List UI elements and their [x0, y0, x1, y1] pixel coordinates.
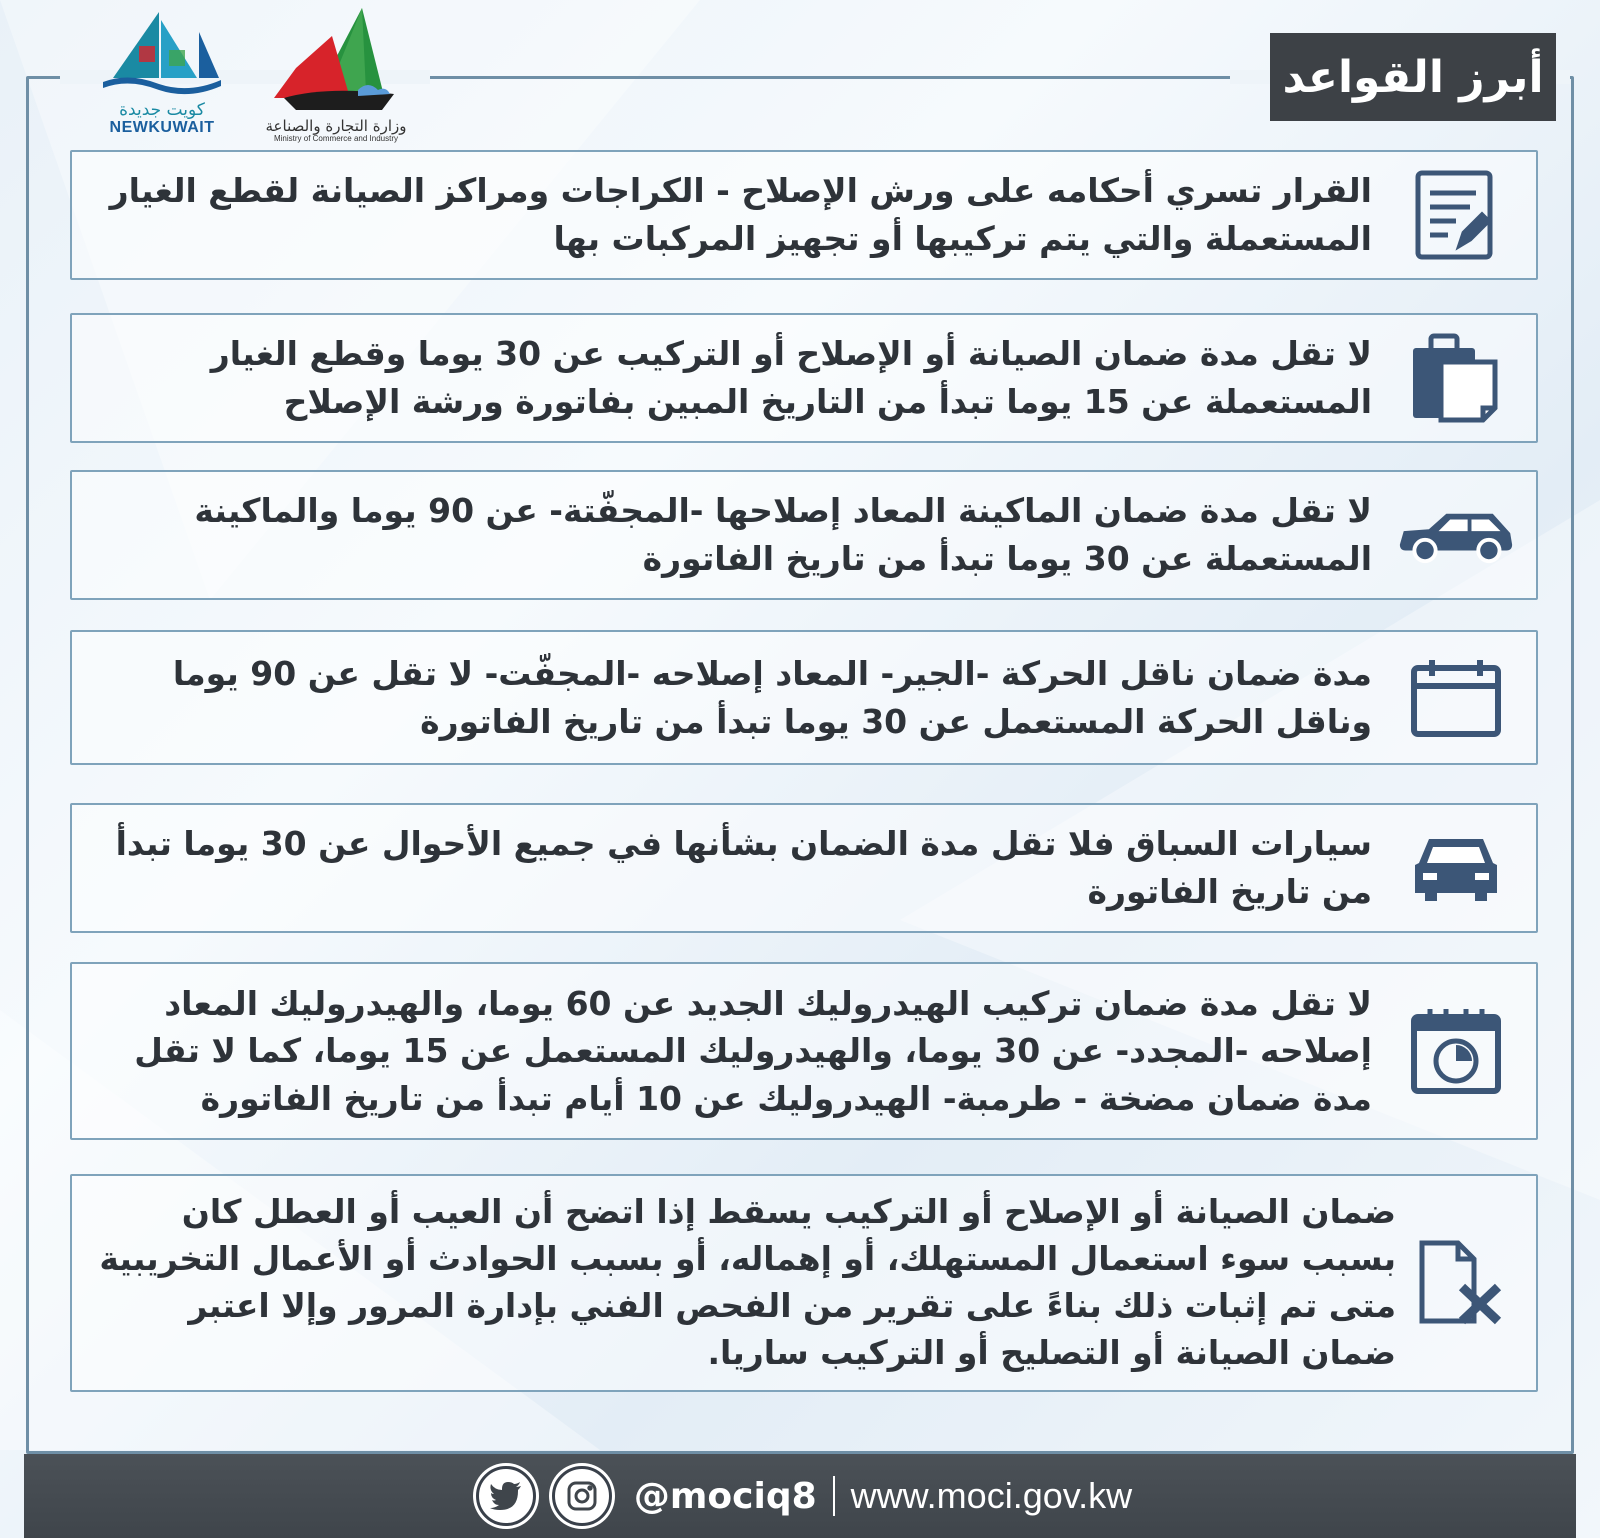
rule-card-3	[70, 470, 1538, 600]
document-edit-icon	[1396, 160, 1516, 270]
rule-text: ضمان الصيانة أو الإصلاح أو التركيب يسقط إذا اتضح أن العيب أو العطل كان بسبب سوء استعمال المستهلك، أو إهماله، أو بسبب الحوادث أو الأعمال التخريبية متى تم إثبات ذلك بناءً على تقرير من الفحص الفني بإدارة المرور وإلا اعتبر ضمان الصيانة أو التصليح أو التركيب ساريا.	[99, 1192, 1396, 1372]
rule-text: سيارات السباق فلا تقل مدة الضمان بشأنها في جميع الأحوال عن 30 يوما تبدأ من تاريخ الفاتورة	[115, 824, 1372, 911]
car-front-icon	[1396, 813, 1516, 923]
rule-text: لا تقل مدة ضمان تركيب الهيدروليك الجديد عن 60 يوما، والهيدروليك المعاد إصلاحه -المجدد- عن 30 يوما، والهيدروليك المستعمل عن 15 يوما، كما لا تقل مدة ضمان مضخة - طرمبة- الهيدروليك عن 10 أيام تبدأ من تاريخ الفاتورة	[134, 983, 1372, 1118]
rule-card-4	[70, 630, 1538, 765]
footer-separator	[833, 1476, 835, 1516]
moci-logo	[262, 6, 410, 146]
rule-text: لا تقل مدة ضمان الصيانة أو الإصلاح أو التركيب عن 30 يوما وقطع الغيار المستعملة عن 15 يوما تبدأ من التاريخ المبين بفاتورة ورشة الإصلاح	[210, 334, 1372, 421]
rule-text: مدة ضمان ناقل الحركة -الجير- المعاد إصلاحه -المجفّت- لا تقل عن 90 يوما وناقل الحركة المستعمل عن 30 يوما تبدأ من تاريخ الفاتورة	[172, 653, 1372, 741]
page-title: أبرز القواعد	[1270, 33, 1556, 121]
instagram-icon[interactable]	[552, 1466, 612, 1526]
newkuwait-name-en: NEWKUWAIT	[109, 118, 215, 136]
footer-bar	[24, 1454, 1576, 1538]
rule-card-2	[70, 313, 1538, 443]
website-link[interactable]: www.moci.gov.kw	[850, 1475, 1133, 1516]
dhow-icon	[266, 6, 406, 114]
rule-text: لا تقل مدة ضمان الماكينة المعاد إصلاحها -المجفّتة- عن 90 يوما والماكينة المستعملة عن 30 يوما تبدأ من تاريخ الفاتورة	[194, 491, 1372, 578]
rule-card-1	[70, 150, 1538, 280]
calendar-clock-icon	[1396, 996, 1516, 1106]
moci-name-en: Ministry of Commerce and Industry	[273, 133, 399, 143]
newkuwait-logo	[96, 6, 228, 146]
clipboard-icon	[1396, 323, 1516, 433]
rule-card-7	[70, 1174, 1538, 1392]
newkuwait-name-ar: كويت جديدة	[119, 100, 205, 120]
car-side-icon	[1396, 480, 1516, 590]
social-handle[interactable]: @mociq8	[633, 1475, 817, 1517]
rule-card-6	[70, 962, 1538, 1140]
document-cancel-icon	[1402, 1228, 1522, 1338]
rule-text: القرار تسري أحكامه على ورش الإصلاح - الكراجات ومراكز الصيانة لقطع الغيار المستعملة والتي يتم تركيبها أو تجهيز المركبات بها	[109, 171, 1372, 258]
calendar-icon	[1396, 643, 1516, 753]
newkuwait-sail-icon	[99, 6, 225, 98]
moci-name-ar: وزارة التجارة والصناعة	[265, 117, 407, 135]
rule-card-5	[70, 803, 1538, 933]
twitter-icon[interactable]	[476, 1466, 536, 1526]
